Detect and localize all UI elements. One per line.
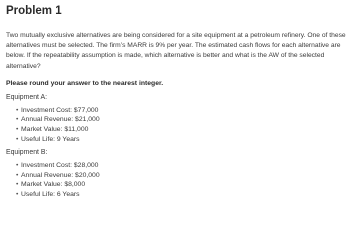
equipment-b-section [6, 148, 344, 199]
bullet-icon: • [16, 126, 19, 133]
list-item-text: Annual Revenue: $21,000 [21, 116, 100, 124]
list-item [16, 161, 344, 171]
bullet-icon: • [16, 181, 19, 189]
problem-statement: Two mutually exclusive alternatives are being considered for a site equipment at a petroleum refinery. One of these alternatives must be selected. The firm’s MARR is 9% per year. The estimated cash flows for each alternative are below. If the repeatability assumption is made, which alternative is better and what is the AW of the selected alternative? [6, 32, 346, 70]
equipment-a-heading: Equipment A: [6, 93, 47, 101]
list-item-text: Investment Cost: $77,000 [21, 106, 99, 114]
list-item-text: Market Value: $11,000 [21, 126, 89, 133]
list-item [16, 190, 344, 200]
rounding-note: Please round your answer to the nearest integer. [6, 79, 164, 87]
list-item-text: Useful Life: 6 Years [21, 190, 80, 198]
equipment-a-list [6, 106, 344, 144]
list-item-text: Investment Cost: $28,000 [21, 162, 99, 170]
bullet-icon: • [16, 116, 19, 124]
list-item [16, 180, 344, 190]
equipment-a-section [6, 93, 344, 144]
list-item-text: Useful Life: 9 Years [21, 135, 80, 143]
bullet-icon: • [16, 135, 19, 143]
list-item-text: Market Value: $8,000 [21, 181, 86, 189]
equipment-b-heading: Equipment B: [6, 149, 48, 157]
bullet-icon: • [16, 190, 19, 198]
equipment-b-list [6, 161, 344, 199]
list-item [16, 171, 344, 181]
list-item-text: Annual Revenue: $20,000 [21, 171, 100, 179]
problem-title: Problem 1 [6, 5, 62, 17]
bullet-icon: • [16, 106, 19, 114]
list-item [16, 135, 344, 145]
bullet-icon: • [16, 162, 19, 170]
list-item [16, 115, 344, 125]
bullet-icon: • [16, 171, 19, 179]
list-item [16, 106, 344, 116]
list-item [16, 125, 344, 135]
